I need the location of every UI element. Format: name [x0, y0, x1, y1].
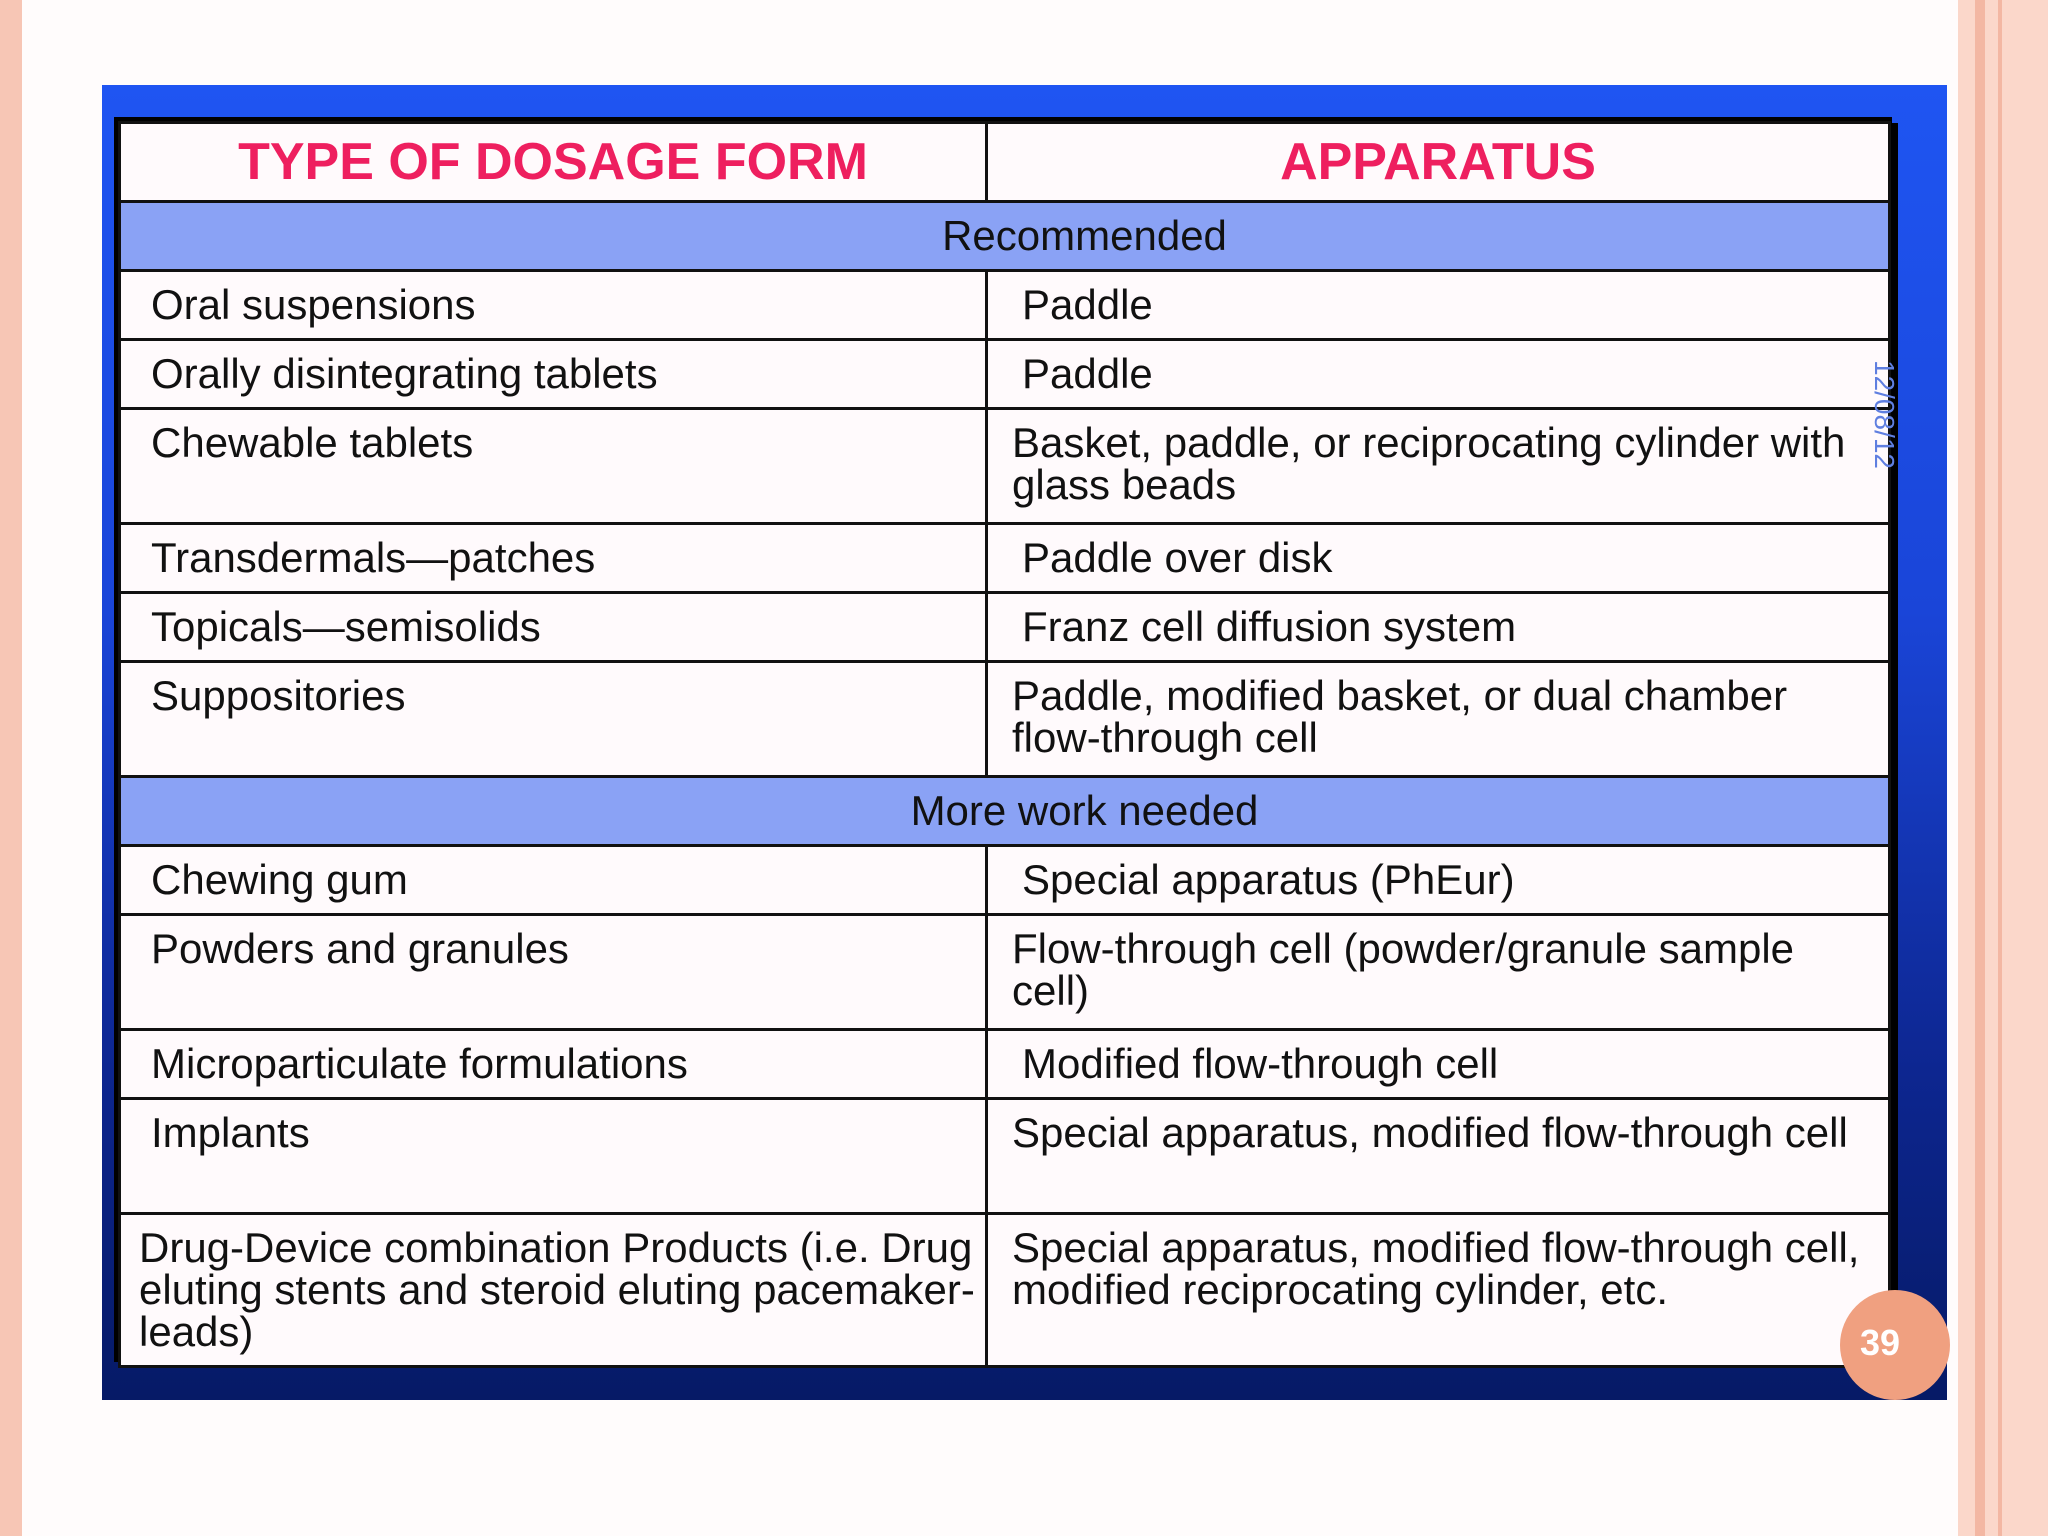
apparatus-cell: Paddle, modified basket, or dual chamber flow-through cell: [987, 662, 1890, 777]
table-row: [120, 524, 1890, 593]
table-row: [120, 662, 1890, 777]
dosage-form-cell: Transdermals—patches: [120, 524, 987, 593]
page-number: 39: [1859, 1322, 1901, 1363]
dosage-form-cell: Drug-Device combination Products (i.e. Drug eluting stents and steroid eluting pacemaker-leads): [120, 1214, 987, 1367]
left-decorative-bar: [0, 0, 22, 1536]
dosage-form-cell: Oral suspensions: [120, 271, 987, 340]
table-row: [120, 271, 1890, 340]
apparatus-cell: Paddle over disk: [987, 524, 1890, 593]
dosage-form-cell: Chewable tablets: [120, 409, 987, 524]
apparatus-cell: Special apparatus, modified flow-through cell, modified reciprocating cylinder, etc.: [987, 1214, 1890, 1367]
right-decorative-line: [1975, 0, 1985, 1536]
right-decorative-line: [1998, 0, 2002, 1536]
dosage-apparatus-table: [118, 121, 1891, 1368]
apparatus-cell: Modified flow-through cell: [987, 1030, 1890, 1099]
table-row: [120, 1099, 1890, 1214]
table-row: [120, 409, 1890, 524]
table-row: [120, 340, 1890, 409]
section-label: Recommended: [120, 202, 1890, 271]
apparatus-cell: Flow-through cell (powder/granule sample cell): [987, 915, 1890, 1030]
section-label: More work needed: [120, 777, 1890, 846]
table-row: [120, 1214, 1890, 1367]
apparatus-cell: Basket, paddle, or reciprocating cylinder with glass beads: [987, 409, 1890, 524]
apparatus-cell: Paddle: [987, 340, 1890, 409]
dosage-form-cell: Topicals—semisolids: [120, 593, 987, 662]
apparatus-cell: Special apparatus, modified flow-through cell: [987, 1099, 1890, 1214]
dosage-apparatus-table-frame: [114, 117, 1892, 1362]
dosage-form-cell: Powders and granules: [120, 915, 987, 1030]
header-dosage-form: TYPE OF DOSAGE FORM: [120, 123, 987, 202]
right-decorative-band: [1958, 0, 2048, 1536]
table-row: [120, 846, 1890, 915]
table-row: [120, 1030, 1890, 1099]
section-row: [120, 777, 1890, 846]
apparatus-cell: Special apparatus (PhEur): [987, 846, 1890, 915]
apparatus-cell: Franz cell diffusion system: [987, 593, 1890, 662]
table-row: [120, 915, 1890, 1030]
section-row: [120, 202, 1890, 271]
dosage-form-cell: Chewing gum: [120, 846, 987, 915]
dosage-form-cell: Microparticulate formulations: [120, 1030, 987, 1099]
table-row: [120, 593, 1890, 662]
dosage-form-cell: Orally disintegrating tablets: [120, 340, 987, 409]
dosage-form-cell: Implants: [120, 1099, 987, 1214]
header-apparatus: APPARATUS: [987, 123, 1890, 202]
table-header-row: [120, 123, 1890, 202]
apparatus-cell: Paddle: [987, 271, 1890, 340]
date-stamp: 12/08/12: [1869, 360, 1900, 469]
dosage-form-cell: Suppositories: [120, 662, 987, 777]
